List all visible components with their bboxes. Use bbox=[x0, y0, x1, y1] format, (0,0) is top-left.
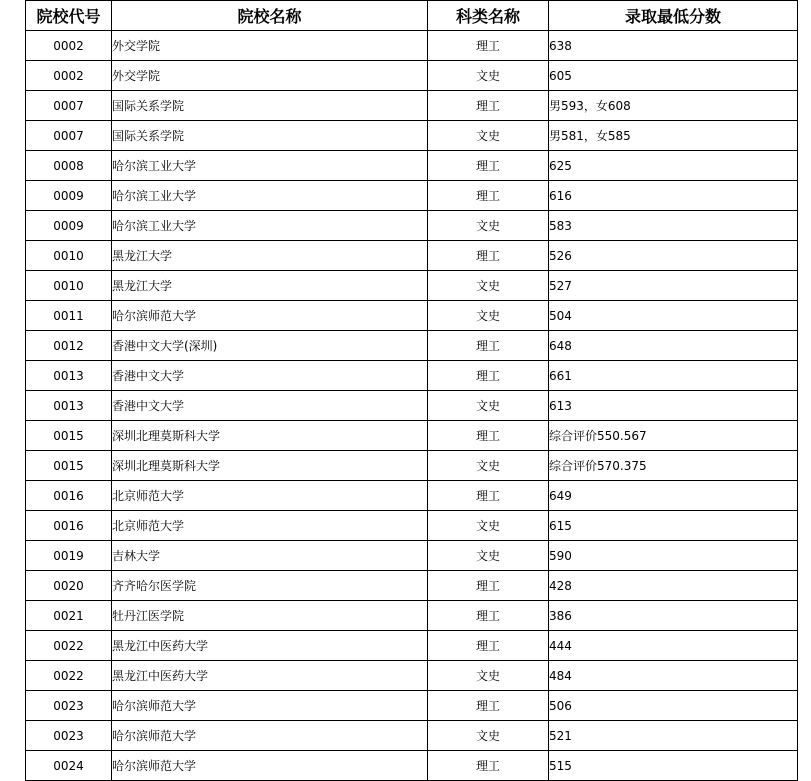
table-row bbox=[26, 181, 798, 211]
school-name-cell: 国际关系学院 bbox=[112, 121, 428, 151]
header-subject-type: 科类名称 bbox=[428, 1, 549, 31]
school-name-cell: 哈尔滨师范大学 bbox=[112, 691, 428, 721]
school-name-cell: 牡丹江医学院 bbox=[112, 601, 428, 631]
min-score-cell: 638 bbox=[549, 31, 798, 61]
table-row bbox=[26, 601, 798, 631]
school-name-cell: 哈尔滨工业大学 bbox=[112, 151, 428, 181]
min-score-cell: 428 bbox=[549, 571, 798, 601]
school-name-cell: 深圳北理莫斯科大学 bbox=[112, 421, 428, 451]
subject-type-cell: 理工 bbox=[428, 361, 549, 391]
school-code-cell: 0016 bbox=[26, 481, 112, 511]
school-code-cell: 0009 bbox=[26, 181, 112, 211]
subject-type-cell: 理工 bbox=[428, 31, 549, 61]
school-code-cell: 0021 bbox=[26, 601, 112, 631]
school-name-cell: 黑龙江大学 bbox=[112, 241, 428, 271]
school-name-cell: 外交学院 bbox=[112, 61, 428, 91]
min-score-cell: 综合评价550.567 bbox=[549, 421, 798, 451]
school-code-cell: 0015 bbox=[26, 451, 112, 481]
school-name-cell: 深圳北理莫斯科大学 bbox=[112, 451, 428, 481]
header-row bbox=[26, 1, 798, 31]
table-row bbox=[26, 121, 798, 151]
school-code-cell: 0024 bbox=[26, 751, 112, 781]
school-name-cell: 香港中文大学 bbox=[112, 391, 428, 421]
subject-type-cell: 理工 bbox=[428, 631, 549, 661]
subject-type-cell: 理工 bbox=[428, 331, 549, 361]
subject-type-cell: 理工 bbox=[428, 571, 549, 601]
school-name-cell: 黑龙江中医药大学 bbox=[112, 631, 428, 661]
school-code-cell: 0002 bbox=[26, 61, 112, 91]
min-score-cell: 615 bbox=[549, 511, 798, 541]
min-score-cell: 583 bbox=[549, 211, 798, 241]
school-code-cell: 0022 bbox=[26, 631, 112, 661]
min-score-cell: 648 bbox=[549, 331, 798, 361]
header-school-name: 院校名称 bbox=[112, 1, 428, 31]
subject-type-cell: 理工 bbox=[428, 421, 549, 451]
school-code-cell: 0009 bbox=[26, 211, 112, 241]
header-school-code: 院校代号 bbox=[26, 1, 112, 31]
admission-scores-table bbox=[25, 0, 798, 781]
school-code-cell: 0019 bbox=[26, 541, 112, 571]
school-name-cell: 香港中文大学(深圳) bbox=[112, 331, 428, 361]
school-code-cell: 0016 bbox=[26, 511, 112, 541]
subject-type-cell: 理工 bbox=[428, 601, 549, 631]
school-code-cell: 0002 bbox=[26, 31, 112, 61]
school-code-cell: 0022 bbox=[26, 661, 112, 691]
table-row bbox=[26, 241, 798, 271]
table-row bbox=[26, 511, 798, 541]
school-code-cell: 0007 bbox=[26, 121, 112, 151]
subject-type-cell: 文史 bbox=[428, 211, 549, 241]
table-row bbox=[26, 271, 798, 301]
table-row bbox=[26, 391, 798, 421]
min-score-cell: 526 bbox=[549, 241, 798, 271]
school-code-cell: 0008 bbox=[26, 151, 112, 181]
subject-type-cell: 理工 bbox=[428, 751, 549, 781]
min-score-cell: 661 bbox=[549, 361, 798, 391]
school-name-cell: 国际关系学院 bbox=[112, 91, 428, 121]
subject-type-cell: 理工 bbox=[428, 691, 549, 721]
school-code-cell: 0023 bbox=[26, 721, 112, 751]
subject-type-cell: 理工 bbox=[428, 151, 549, 181]
min-score-cell: 506 bbox=[549, 691, 798, 721]
min-score-cell: 605 bbox=[549, 61, 798, 91]
table-row bbox=[26, 31, 798, 61]
min-score-cell: 590 bbox=[549, 541, 798, 571]
table-row bbox=[26, 541, 798, 571]
subject-type-cell: 文史 bbox=[428, 511, 549, 541]
table-row bbox=[26, 361, 798, 391]
school-code-cell: 0013 bbox=[26, 361, 112, 391]
school-name-cell: 外交学院 bbox=[112, 31, 428, 61]
subject-type-cell: 文史 bbox=[428, 541, 549, 571]
table-row bbox=[26, 481, 798, 511]
min-score-cell: 527 bbox=[549, 271, 798, 301]
min-score-cell: 综合评价570.375 bbox=[549, 451, 798, 481]
min-score-cell: 515 bbox=[549, 751, 798, 781]
table-row bbox=[26, 751, 798, 781]
subject-type-cell: 文史 bbox=[428, 451, 549, 481]
min-score-cell: 男593，女608 bbox=[549, 91, 798, 121]
min-score-cell: 649 bbox=[549, 481, 798, 511]
subject-type-cell: 文史 bbox=[428, 391, 549, 421]
school-name-cell: 黑龙江中医药大学 bbox=[112, 661, 428, 691]
school-code-cell: 0012 bbox=[26, 331, 112, 361]
school-code-cell: 0020 bbox=[26, 571, 112, 601]
min-score-cell: 386 bbox=[549, 601, 798, 631]
school-code-cell: 0010 bbox=[26, 271, 112, 301]
school-name-cell: 北京师范大学 bbox=[112, 481, 428, 511]
subject-type-cell: 理工 bbox=[428, 91, 549, 121]
subject-type-cell: 理工 bbox=[428, 241, 549, 271]
school-code-cell: 0011 bbox=[26, 301, 112, 331]
min-score-cell: 625 bbox=[549, 151, 798, 181]
subject-type-cell: 理工 bbox=[428, 181, 549, 211]
school-code-cell: 0013 bbox=[26, 391, 112, 421]
header-min-score: 录取最低分数 bbox=[549, 1, 798, 31]
table-row bbox=[26, 691, 798, 721]
subject-type-cell: 文史 bbox=[428, 661, 549, 691]
subject-type-cell: 理工 bbox=[428, 481, 549, 511]
school-name-cell: 齐齐哈尔医学院 bbox=[112, 571, 428, 601]
school-code-cell: 0023 bbox=[26, 691, 112, 721]
min-score-cell: 521 bbox=[549, 721, 798, 751]
table-row bbox=[26, 61, 798, 91]
school-name-cell: 哈尔滨师范大学 bbox=[112, 751, 428, 781]
table-row bbox=[26, 151, 798, 181]
school-name-cell: 北京师范大学 bbox=[112, 511, 428, 541]
min-score-cell: 616 bbox=[549, 181, 798, 211]
min-score-cell: 484 bbox=[549, 661, 798, 691]
table-row bbox=[26, 91, 798, 121]
min-score-cell: 504 bbox=[549, 301, 798, 331]
table-row bbox=[26, 421, 798, 451]
table-row bbox=[26, 451, 798, 481]
school-name-cell: 哈尔滨工业大学 bbox=[112, 211, 428, 241]
table-row bbox=[26, 211, 798, 241]
table-row bbox=[26, 661, 798, 691]
min-score-cell: 613 bbox=[549, 391, 798, 421]
table-row bbox=[26, 721, 798, 751]
min-score-cell: 男581，女585 bbox=[549, 121, 798, 151]
school-code-cell: 0007 bbox=[26, 91, 112, 121]
school-name-cell: 吉林大学 bbox=[112, 541, 428, 571]
min-score-cell: 444 bbox=[549, 631, 798, 661]
table-row bbox=[26, 301, 798, 331]
subject-type-cell: 文史 bbox=[428, 271, 549, 301]
table-row bbox=[26, 631, 798, 661]
subject-type-cell: 文史 bbox=[428, 301, 549, 331]
school-code-cell: 0015 bbox=[26, 421, 112, 451]
school-name-cell: 黑龙江大学 bbox=[112, 271, 428, 301]
subject-type-cell: 文史 bbox=[428, 61, 549, 91]
school-name-cell: 哈尔滨师范大学 bbox=[112, 721, 428, 751]
school-name-cell: 哈尔滨师范大学 bbox=[112, 301, 428, 331]
school-name-cell: 哈尔滨工业大学 bbox=[112, 181, 428, 211]
table-row bbox=[26, 331, 798, 361]
table-row bbox=[26, 571, 798, 601]
school-code-cell: 0010 bbox=[26, 241, 112, 271]
subject-type-cell: 文史 bbox=[428, 721, 549, 751]
school-name-cell: 香港中文大学 bbox=[112, 361, 428, 391]
subject-type-cell: 文史 bbox=[428, 121, 549, 151]
